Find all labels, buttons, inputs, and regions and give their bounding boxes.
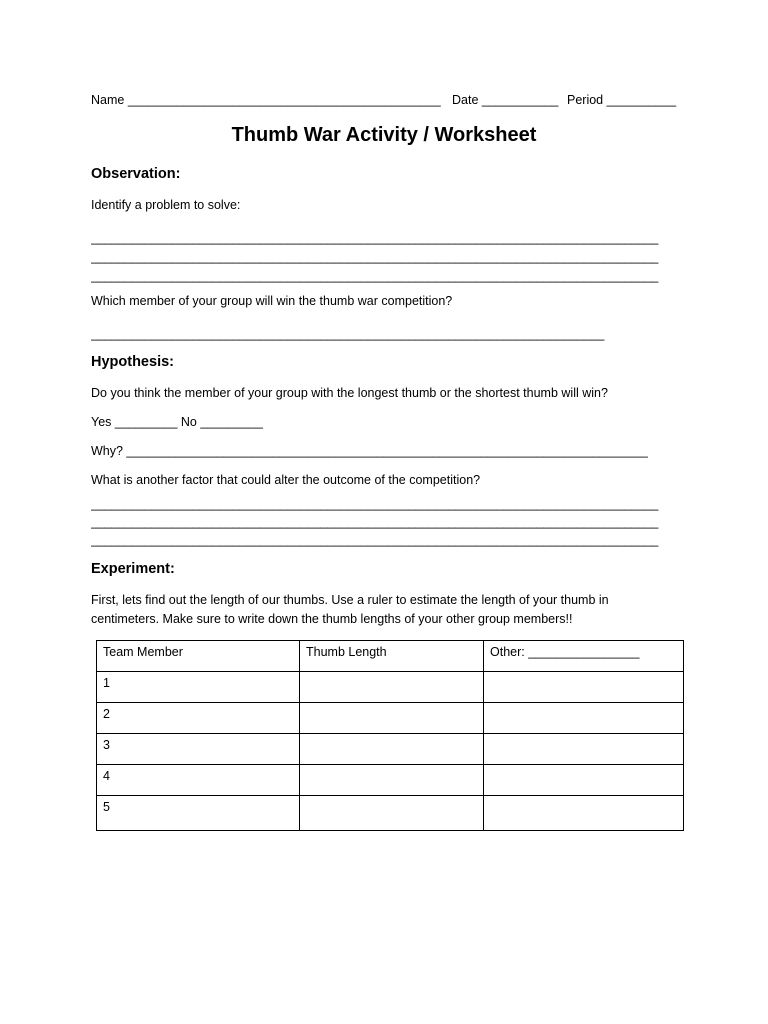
other-cell[interactable] [484, 734, 684, 765]
table-row [97, 765, 684, 796]
thumb-length-cell[interactable] [300, 734, 484, 765]
team-member-number: 4 [97, 765, 300, 796]
other-cell[interactable] [484, 765, 684, 796]
hypothesis-question-factor: What is another factor that could alter the outcome of the competition? [91, 473, 481, 487]
hypothesis-question-thumb: Do you think the member of your group with the longest thumb or the shortest thumb will win? [91, 386, 608, 400]
yes-no-field[interactable]: Yes _________ No _________ [91, 415, 263, 429]
column-header-other[interactable]: Other: ________________ [484, 641, 684, 672]
date-field[interactable] [452, 93, 558, 107]
name-label: Name _____________________________________________ [91, 93, 441, 107]
observation-heading: Observation: [91, 166, 181, 182]
thumb-length-cell[interactable] [300, 765, 484, 796]
answer-line[interactable]: ____________________________________________________________________________ [91, 327, 605, 341]
experiment-heading: Experiment: [91, 561, 175, 577]
table-row [97, 672, 684, 703]
experiment-instructions-line1: First, lets find out the length of our thumbs. Use a ruler to estimate the length of your thumb in [91, 593, 609, 607]
name-field[interactable] [91, 93, 441, 107]
observation-prompt-problem: Identify a problem to solve: [91, 198, 241, 212]
period-label: Period __________ [567, 93, 677, 107]
answer-line[interactable]: ____________________________________________________________________________________ [91, 231, 659, 245]
answer-line[interactable]: ____________________________________________________________________________________ [91, 515, 659, 529]
team-member-number: 2 [97, 703, 300, 734]
other-cell[interactable] [484, 703, 684, 734]
table-row [97, 703, 684, 734]
thumb-length-cell[interactable] [300, 672, 484, 703]
thumb-length-table [96, 640, 684, 831]
answer-line[interactable]: ____________________________________________________________________________________ [91, 533, 659, 547]
table-header-row [97, 641, 684, 672]
page-title: Thumb War Activity / Worksheet [231, 124, 537, 146]
thumb-length-cell[interactable] [300, 796, 484, 831]
team-member-number: 1 [97, 672, 300, 703]
column-header-thumb-length: Thumb Length [300, 641, 484, 672]
team-member-number: 5 [97, 796, 300, 831]
experiment-instructions-line2: centimeters. Make sure to write down the thumb lengths of your other group members!! [91, 612, 573, 626]
team-member-number: 3 [97, 734, 300, 765]
other-cell[interactable] [484, 672, 684, 703]
period-field[interactable] [567, 93, 676, 107]
other-cell[interactable] [484, 796, 684, 831]
column-header-team-member: Team Member [97, 641, 300, 672]
observation-prompt-winner: Which member of your group will win the thumb war competition? [91, 294, 453, 308]
table-row [97, 796, 684, 831]
thumb-length-cell[interactable] [300, 703, 484, 734]
answer-line[interactable]: ____________________________________________________________________________________ [91, 269, 659, 283]
answer-line[interactable]: ____________________________________________________________________________________ [91, 497, 659, 511]
table-row [97, 734, 684, 765]
hypothesis-heading: Hypothesis: [91, 354, 174, 370]
date-label: Date ___________ [452, 93, 559, 107]
why-field[interactable]: Why? ___________________________________________________________________________ [91, 444, 648, 458]
answer-line[interactable]: ____________________________________________________________________________________ [91, 250, 659, 264]
